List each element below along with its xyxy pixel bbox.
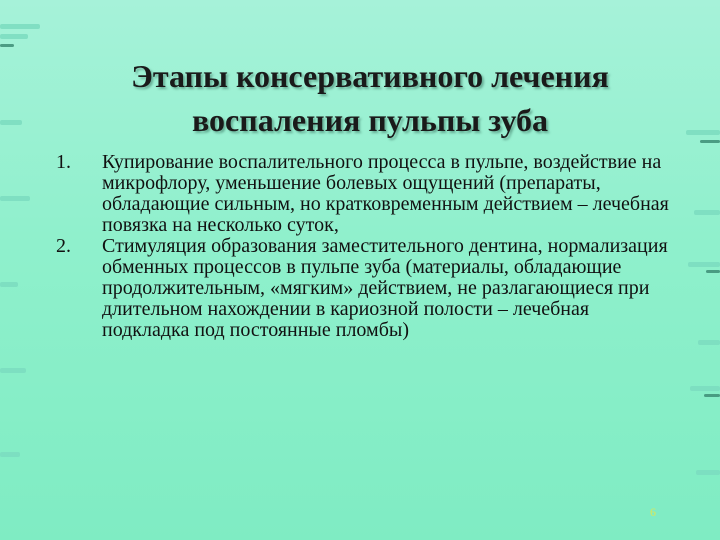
item-text: Стимуляция образования заместительного дентина, нормализация обменных процессов в пульпе зуба (материалы, обладающие продолжительным, «мягким» действием, не разлагающиеся при длительном нахождении в кариозной полости – лечебная подкладка под постоянные пломбы) [102,235,668,341]
list-item [56,236,676,341]
stages-list [56,152,676,341]
title-line-2: воспаления пульпы зуба [191,102,549,138]
item-number: 2. [56,235,71,257]
slide-title [70,54,670,142]
list-item [56,152,676,236]
title-line-1: Этапы консервативного лечения [131,58,609,94]
page-number: 6 [650,505,656,519]
item-text: Купирование воспалительного процесса в пульпе, воздействие на микрофлору, уменьшение болевых ощущений (препараты, обладающие сильным, но кратковременным действием – лечебная повязка на несколько суток, [102,151,669,236]
item-number: 1. [56,151,71,173]
